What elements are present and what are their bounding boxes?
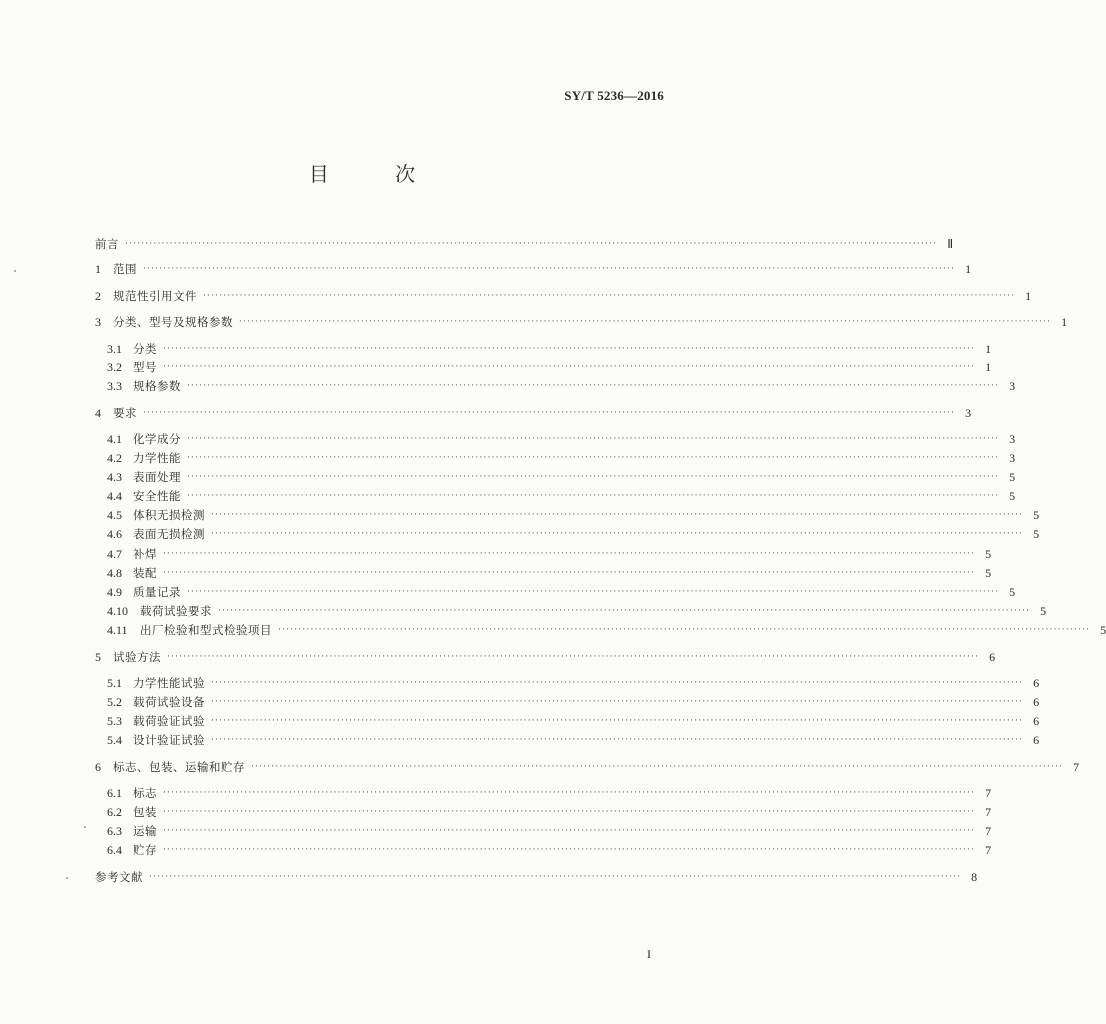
toc-entry-title: 补焊 — [133, 547, 157, 561]
toc-entry-page: 5 — [1009, 584, 1016, 599]
toc-entry-page: 8 — [971, 869, 978, 884]
toc-entry-page: 5 — [1009, 469, 1016, 484]
toc-leader-dots: ········································································································································································································ — [163, 807, 976, 817]
toc-entry-number: 6.4 — [107, 842, 122, 857]
toc-entry[interactable] — [0, 287, 1032, 305]
toc-entry[interactable] — [0, 693, 1040, 711]
toc-entry-number: 4.6 — [107, 526, 122, 541]
toc-entry-number: 4.11 — [107, 622, 128, 637]
toc-entry[interactable] — [0, 784, 992, 802]
scan-speck — [14, 270, 16, 272]
toc-entry-page: 5 — [1009, 488, 1016, 503]
toc-leader-dots: ········································································································································································································ — [278, 625, 1091, 635]
toc-leader-dots: ········································································································································································································ — [187, 491, 1000, 501]
toc-leader-dots: ········································································································································································································ — [149, 872, 962, 882]
toc-entry[interactable] — [0, 506, 1040, 524]
toc-entry[interactable] — [0, 404, 972, 422]
toc-leader-dots: ········································································································································································································ — [187, 472, 1000, 482]
toc-leader-dots: ········································································································································································································ — [163, 826, 976, 836]
toc-entry[interactable] — [0, 358, 992, 376]
scan-speck — [66, 877, 68, 879]
toc-entry-page: 5 — [1100, 622, 1106, 637]
toc-leader-dots: ········································································································································································································ — [163, 362, 976, 372]
toc-entry-page: 7 — [1073, 759, 1080, 774]
toc-leader-dots: ········································································································································································································ — [143, 264, 956, 274]
toc-entry[interactable] — [0, 674, 1040, 692]
toc-entry-title: 型号 — [133, 360, 157, 374]
toc-entry-title: 载荷试验设备 — [133, 695, 205, 709]
toc-entry-number: 3.1 — [107, 341, 122, 356]
toc-entry-page: 7 — [985, 823, 992, 838]
toc-entry[interactable] — [0, 803, 992, 821]
page-title: 目 次 — [308, 162, 446, 186]
toc-leader-dots: ········································································································································································································ — [143, 408, 956, 418]
toc-entry[interactable] — [0, 648, 996, 666]
toc-leader-dots: ········································································································································································································ — [211, 510, 1024, 520]
toc-entry-title: 表面处理 — [133, 470, 181, 484]
toc-entry-page: 1 — [965, 261, 972, 276]
toc-entry-title: 前言 — [95, 237, 119, 251]
toc-entry-page: 5 — [1033, 507, 1040, 522]
toc-entry-page: 3 — [965, 405, 972, 420]
toc-leader-dots: ········································································································································································································ — [211, 529, 1024, 539]
toc-leader-dots: ········································································································································································································ — [203, 291, 1016, 301]
toc-entry-title: 出厂检验和型式检验项目 — [140, 623, 272, 637]
toc-entry-number: 6.1 — [107, 785, 122, 800]
toc-entry-page: 6 — [1033, 732, 1040, 747]
toc-entry-number: 1 — [95, 261, 101, 276]
toc-leader-dots: ········································································································································································································ — [251, 762, 1064, 772]
toc-entry-title: 载荷试验要求 — [140, 604, 212, 618]
toc-entry[interactable] — [0, 313, 1068, 331]
toc-entry-number: 4.2 — [107, 450, 122, 465]
toc-entry-number: 3.2 — [107, 359, 122, 374]
toc-entry[interactable] — [0, 822, 992, 840]
toc-entry-title: 表面无损检测 — [133, 527, 205, 541]
toc-leader-dots: ········································································································································································································ — [211, 697, 1024, 707]
toc-entry-number: 4.9 — [107, 584, 122, 599]
toc-entry-page: 5 — [1033, 526, 1040, 541]
toc-leader-dots: ········································································································································································································ — [211, 678, 1024, 688]
standard-number: SY/T 5236—2016 — [564, 88, 664, 103]
toc-leader-dots: ········································································································································································································ — [163, 344, 976, 354]
toc-entry-page: 1 — [985, 359, 992, 374]
toc-entry[interactable] — [0, 564, 992, 582]
toc-entry[interactable] — [0, 621, 1106, 639]
toc-entry-page: 7 — [985, 842, 992, 857]
toc-entry[interactable] — [0, 758, 1080, 776]
toc-entry-title: 分类、型号及规格参数 — [113, 315, 233, 329]
toc-entry-title: 参考文献 — [95, 870, 143, 884]
toc-entry[interactable] — [0, 377, 1016, 395]
toc-entry-title: 包装 — [133, 805, 157, 819]
toc-entry[interactable] — [0, 430, 1016, 448]
toc-entry-title: 载荷验证试验 — [133, 714, 205, 728]
toc-entry[interactable] — [0, 260, 972, 278]
toc-leader-dots: ········································································································································································································ — [163, 788, 976, 798]
toc-entry-title: 运输 — [133, 824, 157, 838]
toc-entry-page: 1 — [1061, 314, 1068, 329]
toc-entry-number: 5.2 — [107, 694, 122, 709]
toc-entry-number: 4.8 — [107, 565, 122, 580]
toc-entry[interactable] — [0, 602, 1047, 620]
toc-entry-page: 3 — [1009, 431, 1016, 446]
toc-leader-dots: ········································································································································································································ — [211, 735, 1024, 745]
toc-entry-page: 3 — [1009, 450, 1016, 465]
toc-entry-title: 化学成分 — [133, 432, 181, 446]
toc-leader-dots: ········································································································································································································ — [125, 239, 938, 249]
toc-entry-number: 4.7 — [107, 546, 122, 561]
toc-entry-page: 7 — [985, 785, 992, 800]
toc-entry-number: 4.3 — [107, 469, 122, 484]
toc-entry-page: 6 — [1033, 713, 1040, 728]
toc-entry-title: 安全性能 — [133, 489, 181, 503]
toc-entry-number: 6.2 — [107, 804, 122, 819]
toc-entry-number: 6.3 — [107, 823, 122, 838]
toc-entry-title: 规范性引用文件 — [113, 289, 197, 303]
toc-entry-title: 设计验证试验 — [133, 733, 205, 747]
toc-entry-title: 标志 — [133, 786, 157, 800]
toc-entry[interactable] — [0, 235, 954, 253]
toc-entry-number: 4.5 — [107, 507, 122, 522]
toc-entry-page: 1 — [1025, 288, 1032, 303]
toc-entry-number: 6 — [95, 759, 101, 774]
toc-leader-dots: ········································································································································································································ — [163, 845, 976, 855]
toc-entry-page: 6 — [1033, 694, 1040, 709]
toc-entry[interactable] — [0, 583, 1016, 601]
toc-entry-title: 规格参数 — [133, 379, 181, 393]
toc-entry[interactable] — [0, 841, 992, 859]
toc-leader-dots: ········································································································································································································ — [187, 587, 1000, 597]
toc-entry[interactable] — [0, 487, 1016, 505]
toc-entry-number: 4 — [95, 405, 101, 420]
toc-leader-dots: ········································································································································································································ — [187, 453, 1000, 463]
toc-entry[interactable] — [0, 340, 992, 358]
toc-entry-page: Ⅱ — [947, 236, 954, 251]
toc-entry-title: 范围 — [113, 262, 137, 276]
toc-entry-number: 2 — [95, 288, 101, 303]
toc-entry-title: 贮存 — [133, 843, 157, 857]
toc-entry[interactable] — [0, 545, 992, 563]
toc-entry-page: 6 — [989, 649, 996, 664]
scan-speck — [84, 826, 86, 828]
toc-leader-dots: ········································································································································································································ — [163, 568, 976, 578]
toc-leader-dots: ········································································································································································································ — [211, 716, 1024, 726]
toc-entry[interactable] — [0, 868, 978, 886]
toc-entry-title: 分类 — [133, 342, 157, 356]
toc-entry-title: 标志、包装、运输和贮存 — [113, 760, 245, 774]
toc-leader-dots: ········································································································································································································ — [239, 317, 1052, 327]
toc-entry-page: 5 — [985, 565, 992, 580]
page-number: I — [647, 947, 651, 961]
toc-entry-title: 力学性能 — [133, 451, 181, 465]
toc-entry-title: 体积无损检测 — [133, 508, 205, 522]
toc-entry-number: 4.4 — [107, 488, 122, 503]
toc-entry-number: 4.10 — [107, 603, 128, 618]
toc-entry-title: 试验方法 — [113, 650, 161, 664]
toc-entry-title: 要求 — [113, 406, 137, 420]
toc-entry-page: 3 — [1009, 378, 1016, 393]
toc-entry[interactable] — [0, 712, 1040, 730]
toc-entry-title: 力学性能试验 — [133, 676, 205, 690]
toc-entry[interactable] — [0, 449, 1016, 467]
toc-leader-dots: ········································································································································································································ — [167, 652, 980, 662]
toc-entry-number: 4.1 — [107, 431, 122, 446]
toc-entry-title: 装配 — [133, 566, 157, 580]
toc-entry-number: 3.3 — [107, 378, 122, 393]
toc-leader-dots: ········································································································································································································ — [218, 606, 1031, 616]
toc-entry-page: 7 — [985, 804, 992, 819]
toc-entry-number: 5.4 — [107, 732, 122, 747]
toc-entry[interactable] — [0, 525, 1040, 543]
toc-entry-page: 6 — [1033, 675, 1040, 690]
toc-entry-title: 质量记录 — [133, 585, 181, 599]
toc-entry-number: 3 — [95, 314, 101, 329]
toc-leader-dots: ········································································································································································································ — [163, 549, 976, 559]
toc-entry[interactable] — [0, 731, 1040, 749]
toc-entry-number: 5.3 — [107, 713, 122, 728]
toc-leader-dots: ········································································································································································································ — [187, 381, 1000, 391]
toc-entry[interactable] — [0, 468, 1016, 486]
toc-entry-page: 5 — [1040, 603, 1047, 618]
toc-entry-page: 5 — [985, 546, 992, 561]
toc-leader-dots: ········································································································································································································ — [187, 434, 1000, 444]
toc-entry-number: 5.1 — [107, 675, 122, 690]
toc-entry-number: 5 — [95, 649, 101, 664]
toc-entry-page: 1 — [985, 341, 992, 356]
